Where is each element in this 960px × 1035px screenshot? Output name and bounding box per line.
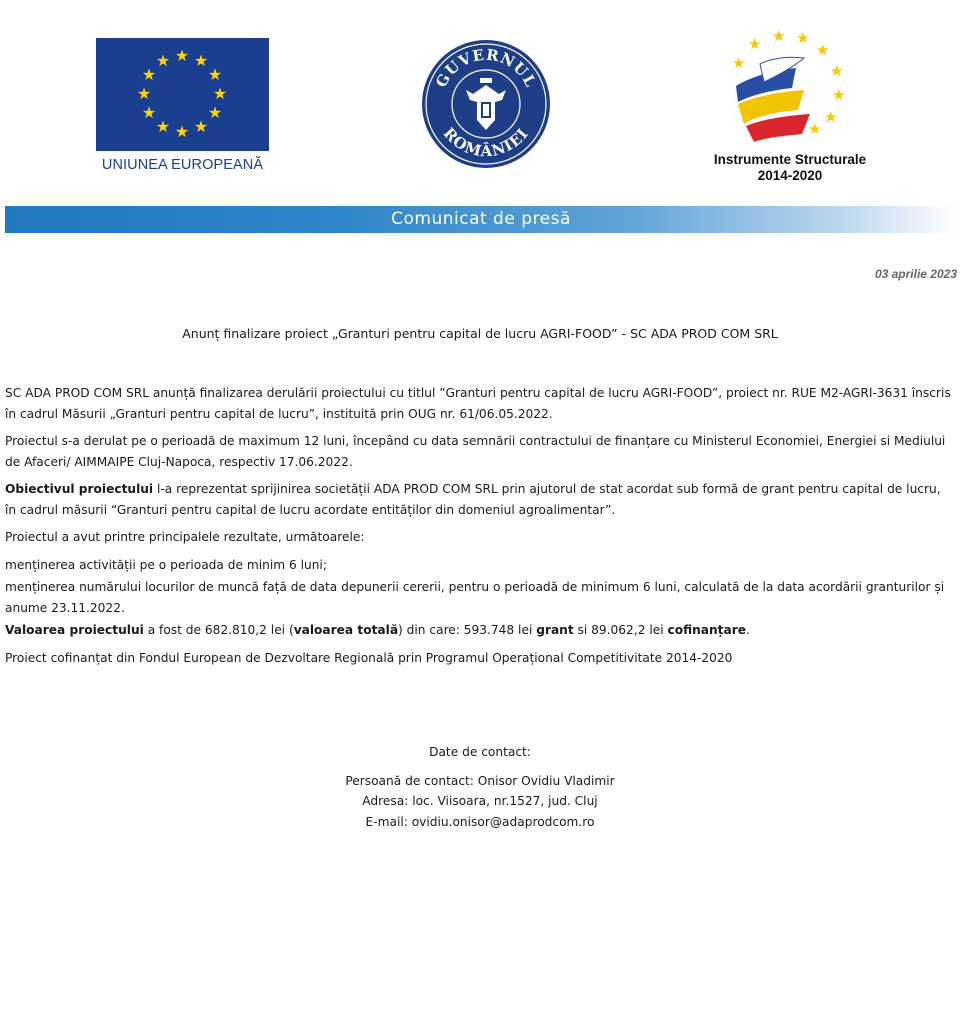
paragraph: Proiectul a avut printre principalele rezultate, următoarele: xyxy=(5,530,365,544)
project-value-label: Valoarea proiectului xyxy=(5,623,144,637)
paragraph: SC ADA PROD COM SRL anunță finalizarea derulării proiectului cu titlul ”Granturi pentru capital de lucru AGRI-FOOD”, proiect nr. RUE M2-AGRI-3631 înscris în cadrul Măsurii „Granturi pentru capital de lucru”, instituită prin OUG nr. 61/06.05.2022. xyxy=(5,386,951,421)
objective-text: l-a reprezentat sprijinirea societății ADA PROD COM SRL prin ajutorul de stat acordat sub formă de grant pentru capital de lucru, în cadrul măsurii “Granturi pentru capital de lucru acordate entităților din domeniul agroalimentar”. xyxy=(5,482,941,517)
contact-address: Adresa: loc. Viisoara, nr.1527, jud. Cluj xyxy=(362,794,598,808)
cofinancing-label: cofinanțare xyxy=(667,623,747,637)
eu-star-icon: ★ xyxy=(207,65,223,84)
eu-star-icon: ★ xyxy=(155,51,171,70)
is-star-icon: ★ xyxy=(732,54,746,72)
banner-title: Comunicat de presă xyxy=(391,209,571,229)
eu-star-icon: ★ xyxy=(207,103,223,122)
eu-star-icon: ★ xyxy=(136,84,152,103)
header-logos xyxy=(0,0,960,200)
is-star-icon: ★ xyxy=(816,41,830,59)
is-caption xyxy=(700,152,880,184)
project-value-text: . xyxy=(746,623,750,637)
is-star-icon: ★ xyxy=(772,27,786,45)
instrumente-structurale-emblem-icon xyxy=(700,24,880,149)
is-caption-line1: Instrumente Structurale xyxy=(713,152,867,167)
government-seal-icon xyxy=(420,38,552,170)
project-value-paragraph xyxy=(5,620,955,641)
eu-star-icon: ★ xyxy=(174,122,190,141)
paragraph: Proiectul s-a derulat pe o perioadă de maximum 12 luni, începând cu data semnării contractului de finanțare cu Ministerul Economiei, Energiei si Mediului de Afaceri/ AIMMAIPE Cluj-Napoca, respectiv 17.06.2022. xyxy=(5,434,946,469)
is-star-icon: ★ xyxy=(748,35,762,53)
publication-date: 03 aprilie 2023 xyxy=(874,267,957,281)
total-value-label: valoarea totală xyxy=(293,623,399,637)
instrumente-structurale-logo xyxy=(700,24,880,194)
is-star-icon: ★ xyxy=(824,108,838,126)
eu-caption: UNIUNEA EUROPEANĂ xyxy=(101,157,264,173)
result-item: menținerea activității pe o perioada de minim 6 luni; xyxy=(5,557,327,572)
announcement-title: Anunț finalizare proiect „Granturi pentru capital de lucru AGRI-FOOD” - SC ADA PROD COM SRL xyxy=(182,326,778,341)
project-value-text: a fost de 682.810,2 lei ( xyxy=(143,623,294,637)
eu-star-icon: ★ xyxy=(212,84,228,103)
contact-email[interactable]: E-mail: ovidiu.onisor@adaprodcom.ro xyxy=(365,814,595,829)
is-star-icon: ★ xyxy=(808,120,822,138)
press-release-banner xyxy=(5,206,957,233)
contact-person: Persoană de contact: Onisor Ovidiu Vladimir xyxy=(345,773,615,788)
project-value-text: ) din care: 593.748 lei xyxy=(398,623,537,637)
eu-flag xyxy=(96,38,269,151)
eu-star-icon: ★ xyxy=(193,117,209,136)
eu-logo xyxy=(96,38,269,173)
svg-text:ROMÂNIEI: ROMÂNIEI xyxy=(439,124,533,161)
eu-star-icon: ★ xyxy=(155,117,171,136)
svg-text:GUVERNUL: GUVERNUL xyxy=(432,45,540,91)
objective-label: Obiectivul proiectului xyxy=(5,482,154,496)
grant-label: grant xyxy=(536,623,574,637)
eu-star-icon: ★ xyxy=(141,65,157,84)
result-item: menținerea numărului locurilor de muncă față de data depunerii cererii, pentru o perioadă de minimum 6 luni, calculată de la data acordării granturilor și anume 23.11.2022. xyxy=(5,580,945,615)
contact-heading: Date de contact: xyxy=(429,745,531,759)
is-star-icon: ★ xyxy=(796,29,810,47)
eu-star-icon: ★ xyxy=(193,51,209,70)
is-star-icon: ★ xyxy=(832,86,846,104)
is-star-icon: ★ xyxy=(830,62,844,80)
is-caption-line2: 2014-2020 xyxy=(757,168,823,183)
government-seal xyxy=(420,38,552,170)
eu-star-icon: ★ xyxy=(141,103,157,122)
project-value-text: si 89.062,2 lei xyxy=(573,623,668,637)
contact-section xyxy=(0,742,960,832)
objective-paragraph xyxy=(5,479,955,520)
announcement-body xyxy=(5,383,955,675)
paragraph: Proiect cofinanțat din Fondul European de Dezvoltare Regională prin Programul Operațional Competitivitate 2014-2020 xyxy=(5,650,733,665)
eu-star-icon: ★ xyxy=(174,46,190,65)
